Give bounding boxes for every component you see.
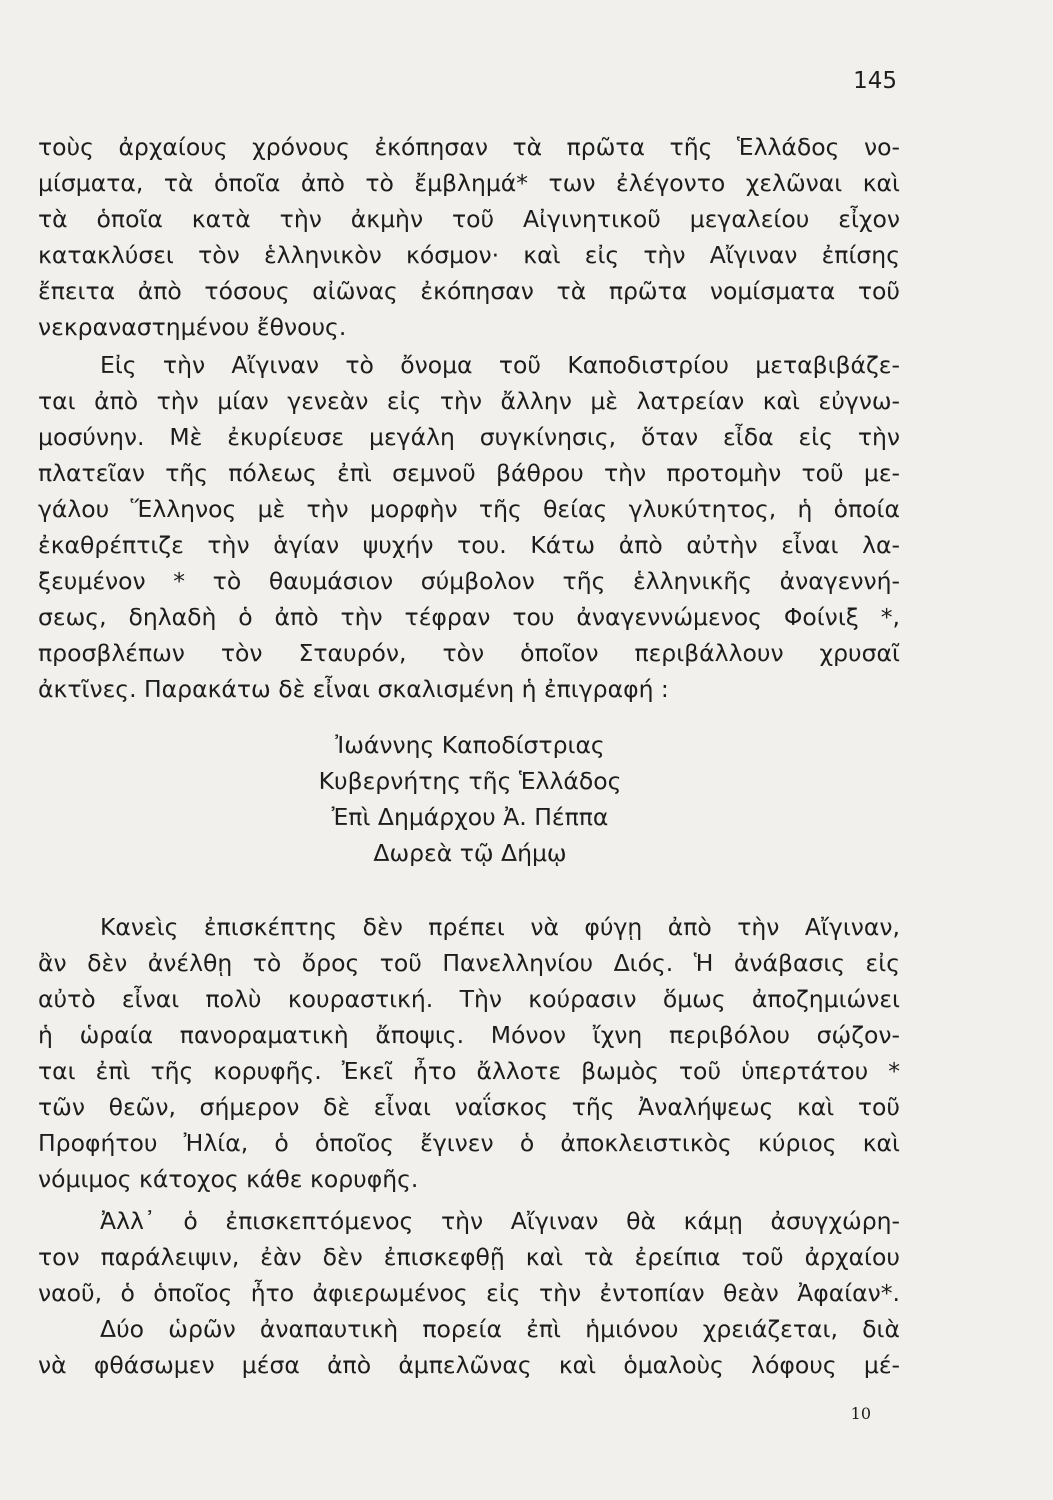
text-line: ξευμένον * τὸ θαυμάσιον σύμβολον τῆς ἑλληνικῆς ἀναγεννή-: [38, 567, 900, 595]
text-line: Εἰς τὴν Αἴγιναν τὸ ὄνομα τοῦ Καποδιστρίου μεταβιβάζε-: [100, 351, 900, 379]
text-line: κατακλύσει τὸν ἑλληνικὸν κόσμον· καὶ εἰς τὴν Αἴγιναν ἐπίσης: [38, 241, 900, 269]
inscription-line: Δωρεὰ τῷ Δήμῳ: [373, 839, 567, 867]
text-line: τοὺς ἀρχαίους χρόνους ἐκόπησαν τὰ πρῶτα τῆς Ἑλλάδος νο-: [38, 133, 900, 161]
text-line: σεως, δηλαδὴ ὁ ἀπὸ τὴν τέφραν του ἀναγεννώμενος Φοίνιξ *,: [38, 603, 900, 631]
text-line: νὰ φθάσωμεν μέσα ἀπὸ ἀμπελῶνας καὶ ὁμαλοὺς λόφους μέ-: [38, 1351, 900, 1379]
text-line: ἂν δὲν ἀνέλθῃ τὸ ὄρος τοῦ Πανελληνίου Διός. Ἡ ἀνάβασις εἰς: [38, 949, 900, 977]
text-line: ναοῦ, ὁ ὁποῖος ἦτο ἀφιερωμένος εἰς τὴν ἐντοπίαν θεὰν Ἀφαίαν*.: [38, 1279, 900, 1307]
text-line: προσβλέπων τὸν Σταυρόν, τὸν ὁποῖον περιβάλλουν χρυσαῖ: [38, 639, 900, 667]
text-line: ἡ ὡραία πανοραματικὴ ἄποψις. Μόνον ἴχνη περιβόλου σῴζον-: [38, 1021, 900, 1049]
text-line: μίσματα, τὰ ὁποῖα ἀπὸ τὸ ἔμβλημά* των ἐλέγοντο χελῶναι καὶ: [38, 169, 900, 197]
text-line: τον παράλειψιν, ἐὰν δὲν ἐπισκεφθῇ καὶ τὰ ἐρείπια τοῦ ἀρχαίου: [38, 1243, 900, 1271]
signature-mark: 10: [850, 1404, 871, 1423]
inscription-line: Κυβερνήτης τῆς Ἑλλάδος: [318, 767, 622, 795]
page-number: 145: [853, 68, 897, 94]
text-line: νόμιμος κάτοχος κάθε κορυφῆς.: [38, 1165, 419, 1193]
text-line: πλατεῖαν τῆς πόλεως ἐπὶ σεμνοῦ βάθρου τὴν προτομὴν τοῦ με-: [38, 459, 900, 487]
text-line: ἐκαθρέπτιζε τὴν ἁγίαν ψυχήν του. Κάτω ἀπὸ αὐτὴν εἶναι λα-: [38, 531, 900, 559]
text-line: ἀκτῖνες. Παρακάτω δὲ εἶναι σκαλισμένη ἡ ἐπιγραφή :: [38, 675, 669, 703]
text-line: ἔπειτα ἀπὸ τόσους αἰῶνας ἐκόπησαν τὰ πρῶτα νομίσματα τοῦ: [38, 277, 900, 305]
text-line: νεκραναστημένου ἔθνους.: [38, 313, 347, 341]
text-line: αὐτὸ εἶναι πολὺ κουραστική. Τὴν κούρασιν ὅμως ἀποζημιώνει: [38, 985, 900, 1013]
text-line: γάλου Ἕλληνος μὲ τὴν μορφὴν τῆς θείας γλυκύτητος, ἡ ὁποία: [38, 495, 900, 523]
text-line: Δύο ὡρῶν ἀναπαυτικὴ πορεία ἐπὶ ἡμιόνου χρειάζεται, διὰ: [100, 1315, 900, 1343]
text-line: Ἀλλ᾽ ὁ ἐπισκεπτόμενος τὴν Αἴγιναν θὰ κάμῃ ἀσυγχώρη-: [100, 1207, 900, 1235]
inscription-line: Ἰωάννης Καποδίστριας: [335, 731, 605, 759]
text-line: Κανεὶς ἐπισκέπτης δὲν πρέπει νὰ φύγῃ ἀπὸ τὴν Αἴγιναν,: [100, 913, 900, 941]
text-line: μοσύνην. Μὲ ἐκυρίευσε μεγάλη συγκίνησις, ὅταν εἶδα εἰς τὴν: [38, 423, 900, 451]
text-line: ται ἐπὶ τῆς κορυφῆς. Ἐκεῖ ἦτο ἄλλοτε βωμὸς τοῦ ὑπερτάτου *: [38, 1057, 900, 1085]
text-line: ται ἀπὸ τὴν μίαν γενεὰν εἰς τὴν ἄλλην μὲ λατρείαν καὶ εὐγνω-: [38, 387, 900, 415]
inscription-line: Ἐπὶ Δημάρχου Ἀ. Πέππα: [331, 803, 609, 831]
text-line: Προφήτου Ἠλία, ὁ ὁποῖος ἔγινεν ὁ ἀποκλειστικὸς κύριος καὶ: [38, 1129, 900, 1157]
text-line: τῶν θεῶν, σήμερον δὲ εἶναι ναΐσκος τῆς Ἀναλήψεως καὶ τοῦ: [38, 1093, 900, 1121]
text-line: τὰ ὁποῖα κατὰ τὴν ἀκμὴν τοῦ Αἰγινητικοῦ μεγαλείου εἶχον: [38, 205, 900, 233]
